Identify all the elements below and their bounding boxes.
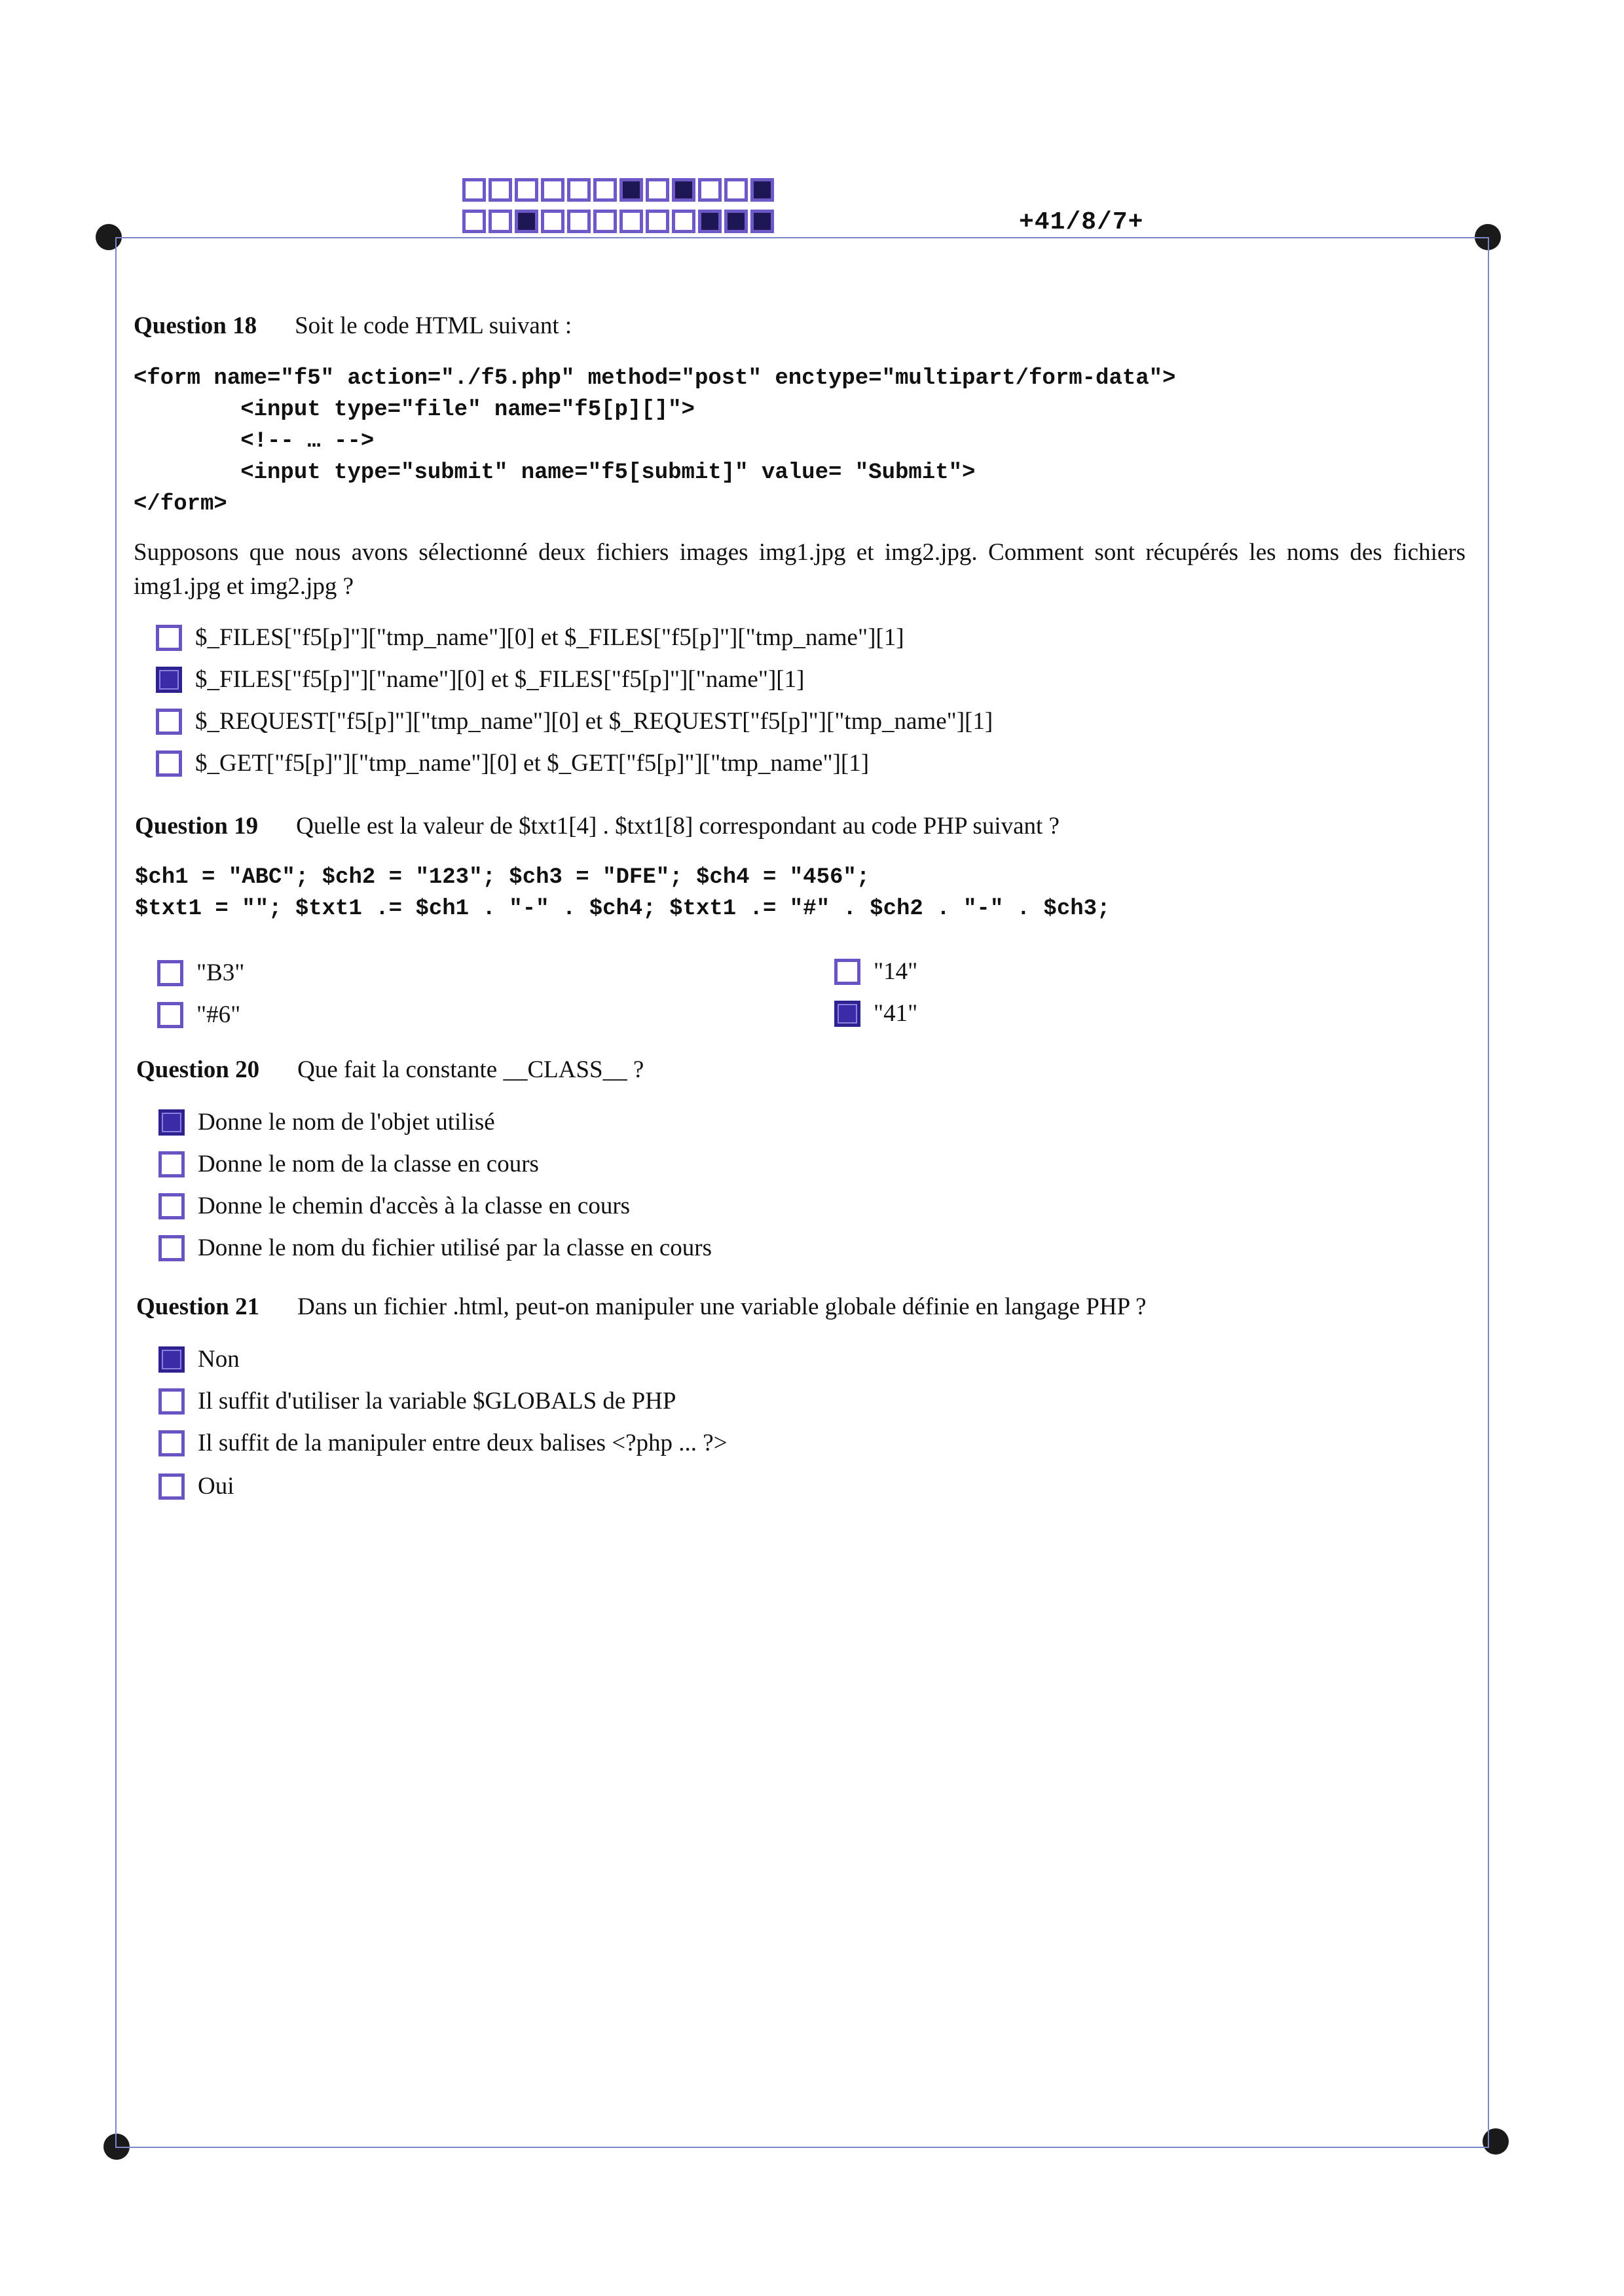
question-label: Question 18 [134,312,257,339]
checkbox[interactable] [158,1235,185,1261]
checkbox[interactable] [157,1002,183,1028]
q19-option-3[interactable] [157,1001,240,1029]
barcode-cell [698,178,722,202]
option-label: Oui [198,1473,234,1500]
checkbox[interactable] [156,625,182,651]
option-label: Donne le nom de la classe en cours [198,1151,539,1177]
q18-option-2[interactable] [156,665,804,694]
question-label: Question 21 [136,1293,260,1320]
barcode-cell [672,178,695,202]
barcode-cell [724,210,748,233]
question-19-code [135,862,1110,925]
barcode-cell [646,178,669,202]
q19-option-2[interactable] [834,957,917,986]
checkbox[interactable] [158,1346,185,1373]
question-18-code [134,363,1175,520]
checkbox[interactable] [834,959,860,985]
option-label: $_FILES["f5[p]"]["tmp_name"][0] et $_FILES["f5[p]"]["tmp_name"][1] [195,624,904,651]
barcode-cell [489,178,512,202]
q19-option-1[interactable] [157,959,244,987]
q21-option-1[interactable] [158,1345,240,1373]
question-label: Question 20 [136,1056,260,1083]
barcode-cell [593,210,617,233]
question-20-heading [136,1056,644,1084]
barcode-cell [672,210,695,233]
barcode-cell [489,210,512,233]
barcode-cell [724,178,748,202]
code-line: $txt1 = ""; $txt1 .= $ch1 . "-" . $ch4; $txt1 .= "#" . $ch2 . "-" . $ch3; [135,897,1111,921]
checkbox[interactable] [834,1001,860,1027]
question-text: Dans un fichier .html, peut-on manipuler une variable globale définie en langage PHP ? [297,1293,1147,1320]
question-19-heading [135,812,1060,840]
option-label: $_FILES["f5[p]"]["name"][0] et $_FILES["f5[p]"]["name"][1] [195,666,805,693]
barcode-row-1 [462,178,774,202]
checkbox[interactable] [158,1388,185,1415]
barcode-cell [567,210,591,233]
checkbox[interactable] [157,960,183,986]
option-label: "B3" [196,959,245,986]
barcode-cell [515,210,538,233]
q20-option-4[interactable] [158,1234,712,1262]
checkbox[interactable] [158,1109,185,1136]
checkbox[interactable] [158,1430,185,1456]
barcode-cell [593,178,617,202]
question-18-heading [134,312,572,340]
option-label: Donne le nom du fichier utilisé par la classe en cours [198,1234,712,1261]
option-label: Donne le nom de l'objet utilisé [198,1109,495,1136]
barcode-cell [646,210,669,233]
option-label: "14" [874,958,918,985]
barcode-cell [515,178,538,202]
q20-option-3[interactable] [158,1192,630,1220]
code-line: <input type="file" name="f5[p][]"> [134,398,695,422]
question-text: Que fait la constante __CLASS__ ? [297,1056,644,1083]
question-label: Question 19 [135,813,259,840]
q19-option-4[interactable] [834,999,917,1028]
barcode-cell [541,210,564,233]
barcode-cell [462,210,486,233]
checkbox[interactable] [158,1473,185,1500]
q20-option-1[interactable] [158,1108,495,1136]
barcode-cell [462,178,486,202]
checkbox[interactable] [156,709,182,735]
code-line: </form> [134,492,227,517]
barcode-cell [750,178,774,202]
barcode-row-2 [462,210,774,233]
question-text: Soit le code HTML suivant : [295,312,572,339]
barcode-cell [619,210,643,233]
barcode-cell [698,210,722,233]
option-label: $_GET["f5[p]"]["tmp_name"][0] et $_GET["f5[p]"]["tmp_name"][1] [195,750,870,777]
barcode-cell [541,178,564,202]
option-label: Il suffit d'utiliser la variable $GLOBALS de PHP [198,1388,676,1415]
barcode-cell [619,178,643,202]
code-line: $ch1 = "ABC"; $ch2 = "123"; $ch3 = "DFE"; $ch4 = "456"; [135,865,870,890]
option-label: $_REQUEST["f5[p]"]["tmp_name"][0] et $_REQUEST["f5[p]"]["tmp_name"][1] [195,708,993,735]
q18-option-1[interactable] [156,623,904,652]
barcode-cell [750,210,774,233]
question-text: Quelle est la valeur de $txt1[4] . $txt1[8] correspondant au code PHP suivant ? [296,813,1060,840]
code-line: <input type="submit" name="f5[submit]" value= "Submit"> [134,460,976,485]
option-label: Il suffit de la manipuler entre deux balises <?php ... ?> [198,1430,728,1456]
checkbox[interactable] [156,750,182,777]
question-18-paragraph: Supposons que nous avons sélectionné deux fichiers images img1.jpg et img2.jpg. Comment sont récupérés les noms des fichiers img1.jpg et img2.jpg ? [134,539,1466,600]
option-label: "41" [874,1000,918,1027]
q18-option-3[interactable] [156,707,993,735]
q18-option-4[interactable] [156,749,869,777]
barcode-cell [567,178,591,202]
question-21-heading [136,1293,1146,1321]
q21-option-3[interactable] [158,1429,728,1457]
checkbox[interactable] [156,667,182,693]
code-line: <form name="f5" action="./f5.php" method="post" enctype="multipart/form-data"> [134,366,1176,391]
q21-option-2[interactable] [158,1387,676,1415]
option-label: Donne le chemin d'accès à la classe en cours [198,1193,631,1219]
option-label: Non [198,1346,240,1373]
sheet-id-code: +41/8/7+ [1019,208,1144,236]
checkbox[interactable] [158,1151,185,1177]
checkbox[interactable] [158,1193,185,1219]
q21-option-4[interactable] [158,1472,234,1500]
code-line: <!-- … --> [134,429,375,454]
option-label: "#6" [196,1001,241,1028]
q20-option-2[interactable] [158,1150,539,1178]
